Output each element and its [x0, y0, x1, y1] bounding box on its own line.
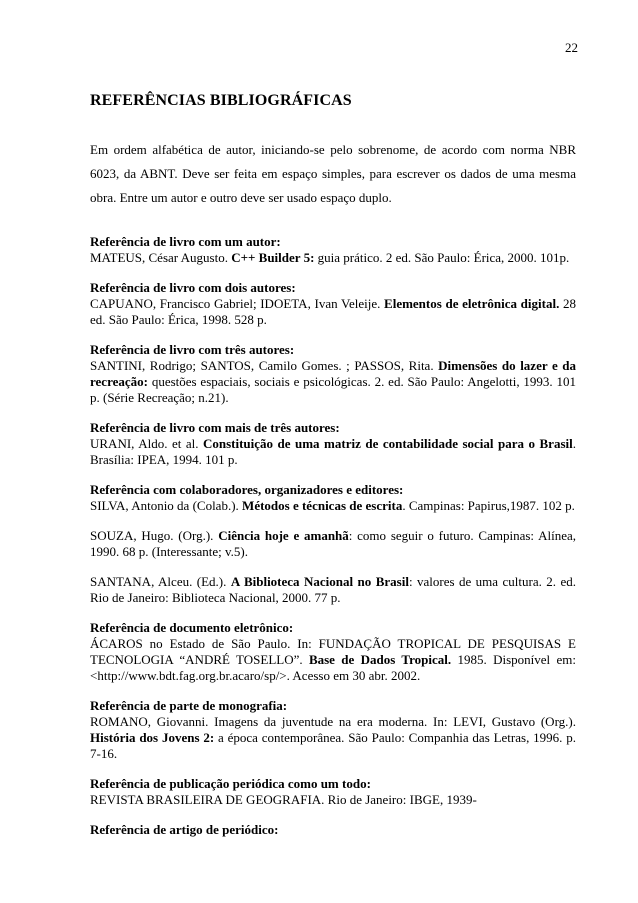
reference-text: . Brasília: IPEA, 1994. 101 p. — [90, 436, 576, 467]
reference-text: : como seguir o futuro. Campinas: Alínea, 1990. 68 p. (Interessante; v.5). — [90, 528, 576, 559]
page-number: 22 — [565, 40, 578, 55]
reference-section — [90, 234, 576, 266]
section-heading: Referência de livro com mais de três autores: — [90, 420, 340, 435]
reference-entry — [90, 498, 576, 514]
reference-entry — [90, 296, 576, 328]
reference-title: A Biblioteca Nacional no Brasil — [230, 574, 409, 589]
reference-entry — [90, 436, 576, 468]
reference-text: CAPUANO, Francisco Gabriel; IDOETA, Ivan Veleije. — [90, 296, 385, 311]
reference-entry — [90, 358, 576, 406]
reference-text: URANI, Aldo. et al. — [90, 436, 203, 451]
page-title: REFERÊNCIAS BIBLIOGRÁFICAS — [90, 92, 352, 109]
section-heading: Referência de artigo de periódico: — [90, 822, 279, 837]
section-heading: Referência com colaboradores, organizadores e editores: — [90, 482, 404, 497]
reference-text: 28 ed. São Paulo: Érica, 1998. 528 p. — [90, 296, 576, 327]
section-heading: Referência de livro com dois autores: — [90, 280, 296, 295]
reference-text: a época contemporânea. São Paulo: Companhia das Letras, 1996. p. 7-16. — [90, 730, 577, 761]
reference-title: Ciência hoje e amanhã — [218, 528, 349, 543]
reference-text: questões espaciais, sociais e psicológicas. 2. ed. São Paulo: Angelotti, 1993. 101 p. (Série Recreação; n.21). — [90, 374, 576, 405]
reference-text: ÁCAROS no Estado de São Paulo. In: FUNDAÇÃO TROPICAL DE PESQUISAS E TECNOLOGIA “ANDRÉ TOSELLO”. — [90, 636, 576, 667]
reference-text: ROMANO, Giovanni. Imagens da juventude na era moderna. In: LEVI, Gustavo (Org.). — [90, 714, 576, 729]
section-heading: Referência de documento eletrônico: — [90, 620, 294, 635]
reference-title: Dimensões do lazer e da recreação: — [90, 358, 576, 389]
section-heading: Referência de publicação periódica como um todo: — [90, 776, 371, 791]
reference-text: MATEUS, César Augusto. — [90, 250, 232, 265]
reference-text: : valores de uma cultura. 2. ed. Rio de Janeiro: Biblioteca Nacional, 2000. 77 p. — [90, 574, 577, 605]
reference-text: SOUZA, Hugo. (Org.). — [90, 528, 219, 543]
reference-sections — [90, 234, 576, 838]
reference-title: Base de Dados Tropical. — [308, 652, 452, 667]
section-heading: Referência de livro com três autores: — [90, 342, 295, 357]
reference-section — [90, 482, 576, 606]
reference-entry — [90, 250, 576, 266]
reference-section — [90, 280, 576, 328]
intro-paragraph: Em ordem alfabética de autor, iniciando-se pelo sobrenome, de acordo com norma NBR 6023, da ABNT. Deve ser feita em espaço simples, para escrever os dados de uma mesma obra. Entre um autor e outro deve ser usado espaço duplo. — [90, 142, 576, 205]
reference-section — [90, 698, 576, 762]
reference-text: REVISTA BRASILEIRA DE GEOGRAFIA. Rio de Janeiro: IBGE, 1939- — [90, 792, 477, 807]
reference-title: Métodos e técnicas de escrita — [242, 498, 403, 513]
reference-section — [90, 822, 576, 838]
reference-title: Elementos de eletrônica digital. — [384, 296, 560, 311]
reference-entry — [90, 714, 576, 762]
section-heading: Referência de livro com um autor: — [90, 234, 281, 249]
reference-text: SILVA, Antonio da (Colab.). — [90, 498, 243, 513]
section-heading: Referência de parte de monografia: — [90, 698, 288, 713]
reference-title: C++ Builder 5: — [231, 250, 315, 265]
reference-section — [90, 420, 576, 468]
reference-entry — [90, 636, 576, 684]
reference-title: Constituição de uma matriz de contabilidade social para o Brasil — [202, 436, 573, 451]
reference-section — [90, 776, 576, 808]
reference-text: guia prático. 2 ed. São Paulo: Érica, 2000. 101p. — [314, 250, 570, 265]
reference-entry — [90, 528, 576, 560]
reference-text: 1985. Disponível em: <http://www.bdt.fag.org.br.acaro/sp/>. Acesso em 30 abr. 2002. — [90, 652, 576, 683]
reference-title: História dos Jovens 2: — [90, 730, 215, 745]
reference-entry — [90, 574, 576, 606]
reference-text: SANTINI, Rodrigo; SANTOS, Camilo Gomes. ; PASSOS, Rita. — [90, 358, 439, 373]
reference-text: . Campinas: Papirus,1987. 102 p. — [402, 498, 575, 513]
document-body — [90, 92, 576, 852]
reference-text: SANTANA, Alceu. (Ed.). — [90, 574, 231, 589]
reference-section — [90, 620, 576, 684]
reference-entry — [90, 792, 576, 808]
reference-section — [90, 342, 576, 406]
